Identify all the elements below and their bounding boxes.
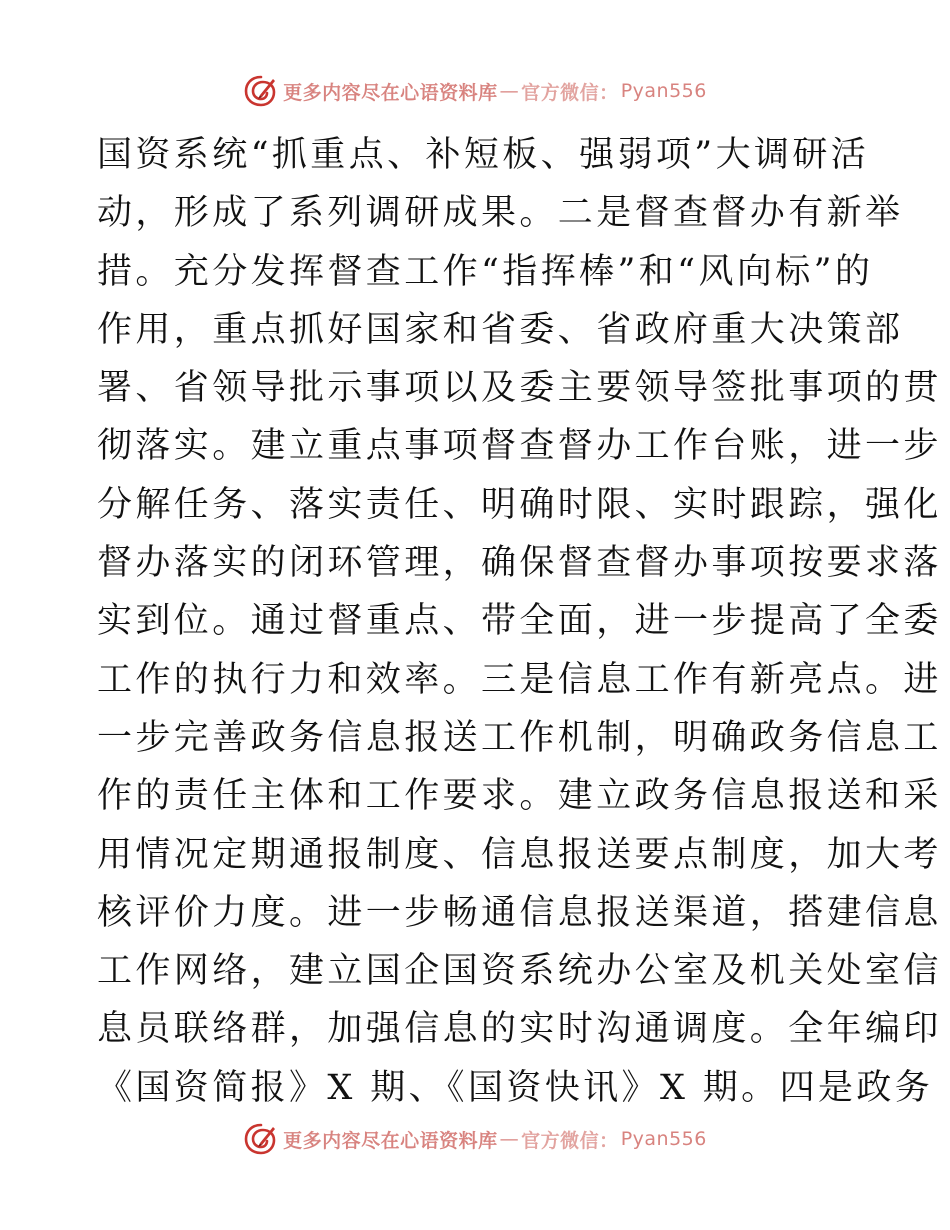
text-line-13: 用情况定期通报制度、信息报送要点制度，加大考	[97, 834, 942, 875]
swirl-pen-logo-icon	[243, 1121, 279, 1157]
banner-dash: —	[499, 1128, 520, 1150]
text-line-7: 分解任务、落实责任、明确时限、实时跟踪，强化	[97, 484, 942, 525]
text-line-2: 动，形成了系列调研成果。二是督查督办有新举	[97, 193, 904, 234]
banner-wechat-id: Pyan556	[620, 80, 707, 102]
text-line-15: 工作网络，建立国企国资系统办公室及机关处室信	[97, 951, 942, 992]
header-banner	[0, 71, 950, 111]
text-line-3: 措。充分发挥督查工作“指挥棒”和“风向标”的	[97, 251, 874, 292]
text-line-10: 工作的执行力和效率。三是信息工作有新亮点。进	[97, 659, 942, 700]
text-line-16: 息员联络群，加强信息的实时沟通调度。全年编印	[97, 1009, 942, 1050]
text-line-8: 督办落实的闭环管理，确保督查督办事项按要求落	[97, 543, 942, 584]
text-line-12: 作的责任主体和工作要求。建立政务信息报送和采	[97, 776, 942, 817]
text-line-11: 一步完善政务信息报送工作机制，明确政务信息工	[97, 717, 942, 758]
text-line-6: 彻落实。建立重点事项督查督办工作台账，进一步	[97, 426, 942, 467]
footer-banner	[0, 1119, 950, 1159]
banner-wechat-id: Pyan556	[620, 1128, 707, 1150]
document-body	[97, 126, 942, 1117]
text-line-5: 署、省领导批示事项以及委主要领导签批事项的贯	[97, 368, 942, 409]
banner-official-label: 官方微信：	[521, 81, 619, 104]
banner-official-label: 官方微信：	[521, 1129, 619, 1152]
text-line-1: 国资系统“抓重点、补短板、强弱项”大调研活	[97, 135, 870, 175]
text-line-9: 实到位。通过督重点、带全面，进一步提高了全委	[97, 601, 942, 642]
banner-dash: —	[499, 80, 520, 102]
text-line-4: 作用，重点抓好国家和省委、省政府重大决策部	[97, 309, 904, 350]
swirl-pen-logo-icon	[243, 73, 279, 109]
banner-brand-text: 更多内容尽在心语资料库	[283, 81, 498, 104]
text-line-14: 核评价力度。进一步畅通信息报送渠道，搭建信息	[97, 892, 942, 933]
banner-brand-text: 更多内容尽在心语资料库	[283, 1129, 498, 1152]
text-line-17: 《国资简报》X 期、《国资快讯》X 期。四是政务	[97, 1067, 934, 1108]
